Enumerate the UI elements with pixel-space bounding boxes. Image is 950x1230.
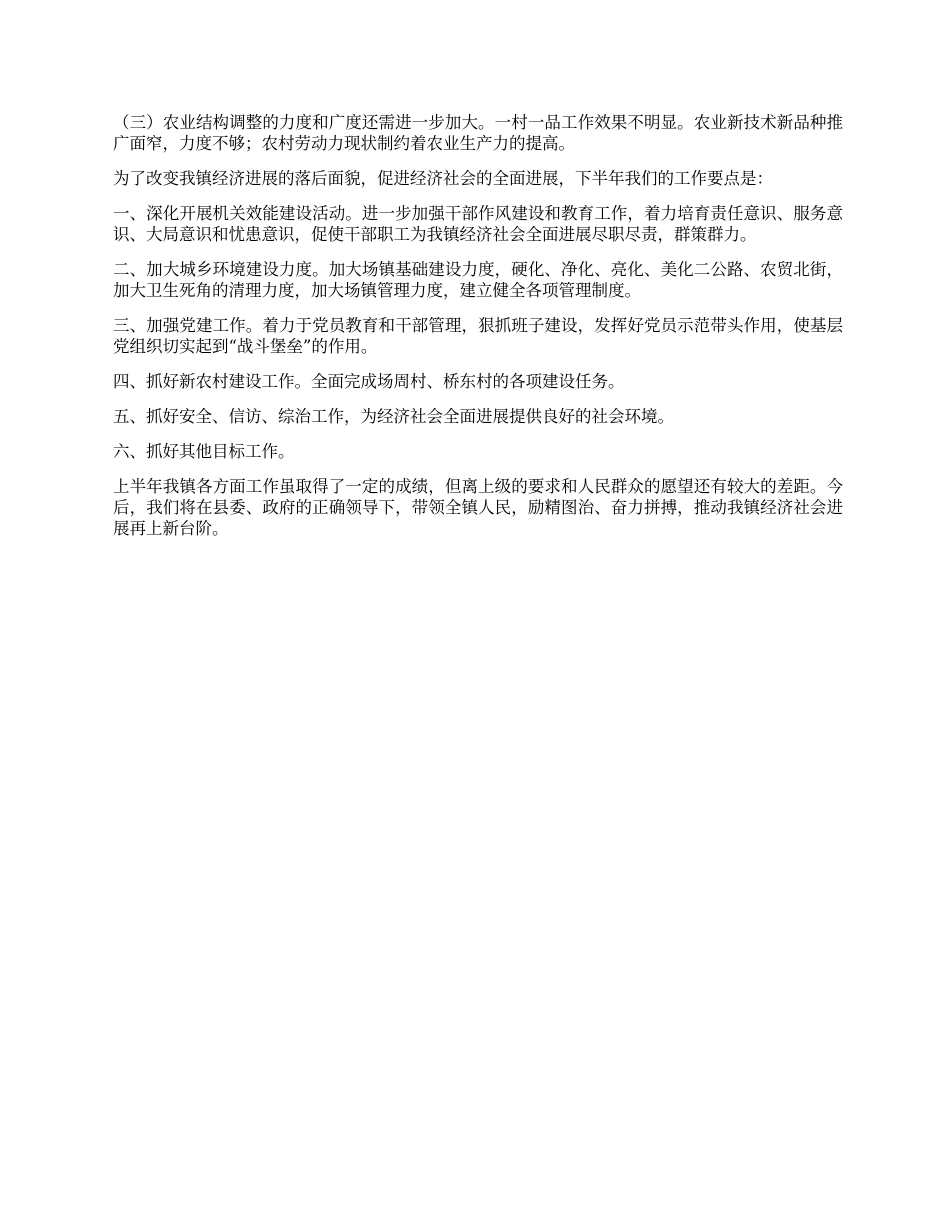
paragraph-item-3: 三、加强党建工作。着力于党员教育和干部管理，狠抓班子建设，发挥好党员示范带头作用，使基层党组织切实起到“战斗堡垒”的作用。	[113, 316, 843, 356]
paragraph-work-intro: 为了改变我镇经济进展的落后面貌，促进经济社会的全面进展，下半年我们的工作要点是：	[113, 169, 773, 188]
paragraph-conclusion: 上半年我镇各方面工作虽取得了一定的成绩，但离上级的要求和人民群众的愿望还有较大的差距。今后，我们将在县委、政府的正确领导下，带领全镇人民，励精图治、奋力拼搏，推动我镇经济社会进展再上新台阶。	[113, 477, 843, 538]
paragraph-item-6: 六、抓好其他目标工作。	[113, 442, 295, 461]
paragraph-item-2: 二、加大城乡环境建设力度。加大场镇基础建设力度，硬化、净化、亮化、美化二公路、农贸北街，加大卫生死角的清理力度，加大场镇管理力度，建立健全各项管理制度。	[113, 260, 843, 300]
paragraph-item-5: 五、抓好安全、信访、综治工作，为经济社会全面进展提供良好的社会环境。	[113, 407, 674, 426]
paragraph-item-1: 一、深化开展机关效能建设活动。进一步加强干部作风建设和教育工作，着力培育责任意识、服务意识、大局意识和忧患意识，促使干部职工为我镇经济社会全面进展尽职尽责，群策群力。	[113, 204, 843, 244]
paragraph-item-4: 四、抓好新农村建设工作。全面完成场周村、桥东村的各项建设任务。	[113, 372, 625, 391]
document-body	[113, 112, 843, 553]
paragraph-agriculture-issues: （三）农业结构调整的力度和广度还需进一步加大。一村一品工作效果不明显。农业新技术新品种推广面窄，力度不够；农村劳动力现状制约着农业生产力的提高。	[113, 113, 843, 153]
